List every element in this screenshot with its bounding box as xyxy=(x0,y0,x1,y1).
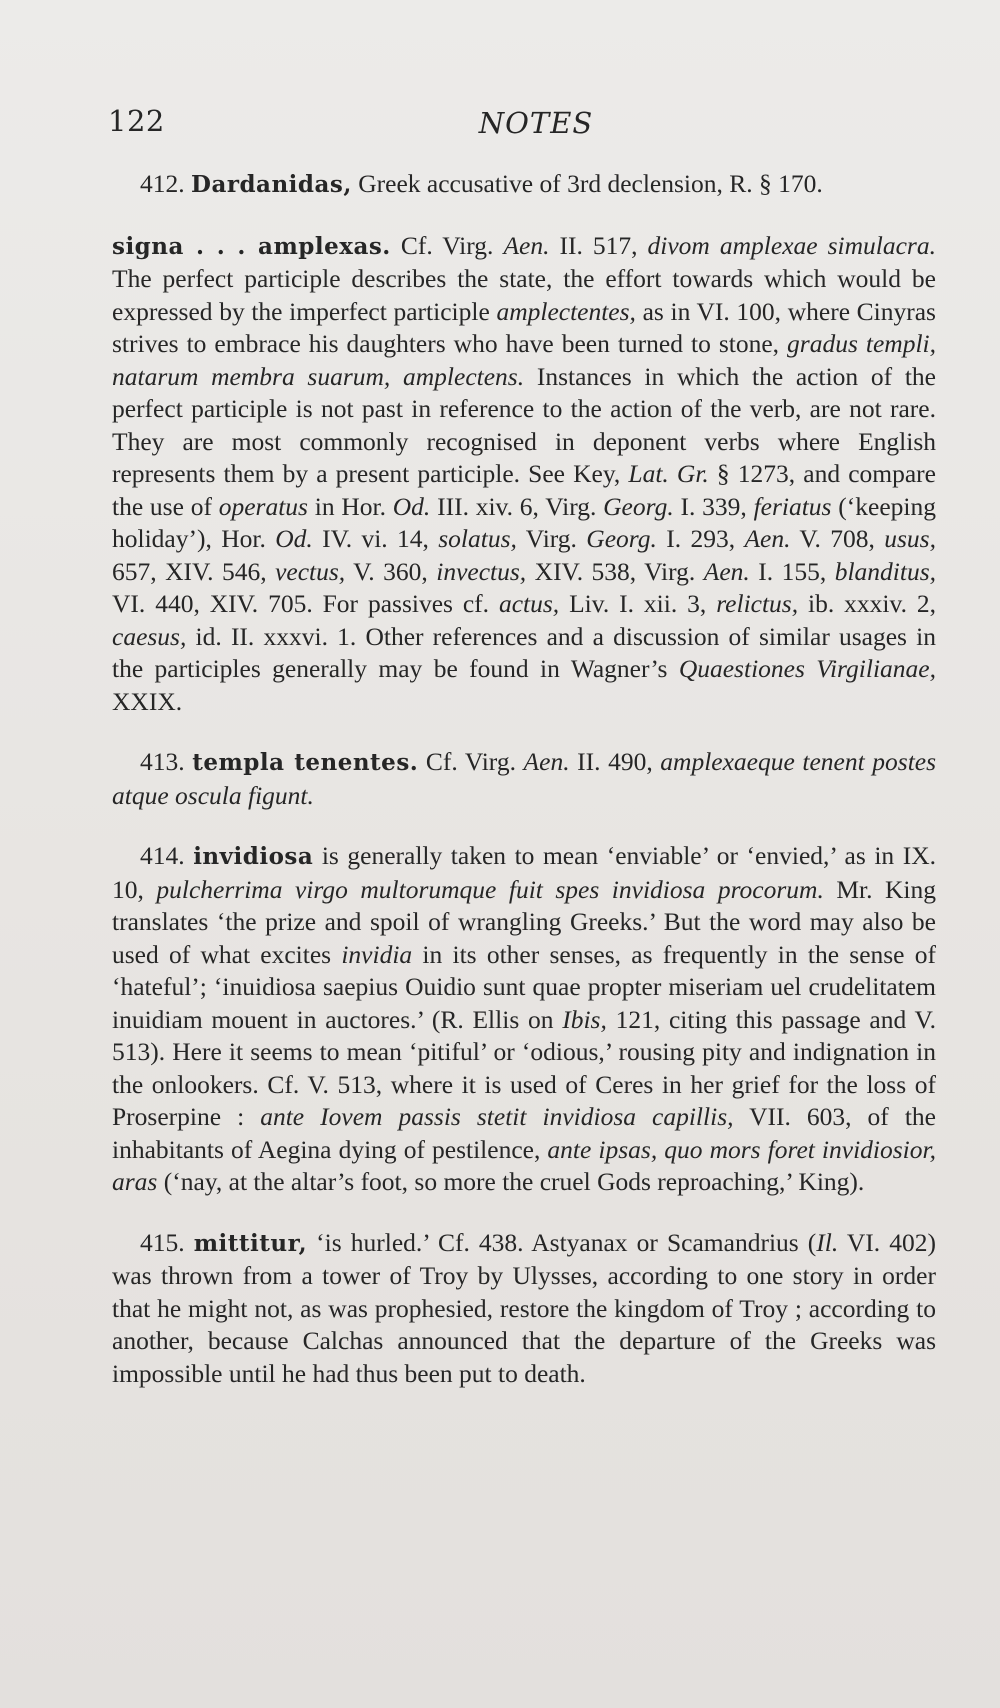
italic-citation: Ibis, xyxy=(562,1004,607,1034)
running-title: NOTES xyxy=(478,106,594,140)
italic-citation: invectus, xyxy=(436,556,527,586)
italic-citation: Georg. xyxy=(603,491,674,521)
note-text: The perfect participle describes the state, the effort towards which would be expressed by the imperfect participle xyxy=(112,264,936,326)
note-text: VI. 402) was thrown from a tower of Troy by Ulysses, according to one story in order that he might not, as was prophesied, restore the kingdom of Troy ; according to another, because Calchas announced that the departure of the Greeks was impossible until he had thus been put to death. xyxy=(112,1227,936,1388)
italic-citation: gradus templi, natarum membra suarum, amplectens. xyxy=(112,329,936,391)
note-text: Instances in which the action of the perfect participle is not past in reference to the action of the verb, are not rare. They are most commonly recognised in deponent verbs where English represents them by a present participle. See Key, xyxy=(112,361,936,488)
italic-citation: feriatus xyxy=(753,491,832,521)
note-text: Virg. xyxy=(516,524,587,553)
italic-citation: usus, xyxy=(884,524,936,553)
note-text: Greek accusative of 3rd declension, R. § 170. xyxy=(351,169,823,198)
note-text: II. 517, xyxy=(549,230,648,260)
note-text: in its other senses, as frequently in the sense of ‘hateful’; ‘inuidiosa saepius Ouidio sunt quae propter miseriam uel crudelitatem inuidiam mouent in auctores.’ (R. Ellis on xyxy=(112,939,936,1034)
lemma: invidiosa xyxy=(193,843,314,870)
italic-citation: amplectentes, xyxy=(496,296,636,326)
italic-citation: pulcherrima virgo multorumque fuit spes invidiosa procorum. xyxy=(156,874,824,904)
note-text: Cf. Virg. xyxy=(390,230,504,260)
lemma: Dardanidas, xyxy=(191,171,352,198)
italic-citation: solatus, xyxy=(438,524,517,553)
note-414-invidiosa xyxy=(112,840,936,1199)
italic-citation: Od. xyxy=(275,524,313,553)
italic-citation: divom amplexae simulacra. xyxy=(647,230,936,260)
note-412-signa-amplexas xyxy=(112,230,936,719)
note-text: 412. xyxy=(140,169,191,198)
italic-citation: relictus, xyxy=(716,589,799,618)
note-text: ib. xxxiv. 2, xyxy=(798,589,937,618)
note-text: V. 360, xyxy=(345,556,437,586)
italic-citation: Od. xyxy=(392,491,431,521)
note-412-dardanidas xyxy=(112,168,936,202)
italic-citation: Aen. xyxy=(744,524,791,553)
note-text: 413. xyxy=(140,747,193,776)
note-text: ‘is hurled.’ Cf. 438. Astyanax or Scamandrius ( xyxy=(307,1227,817,1257)
italic-citation: vectus, xyxy=(275,556,346,586)
note-text: in Hor. xyxy=(307,491,393,521)
note-text: 121, citing this passage and V. 513). Here it seems to mean ‘pitiful’ or ‘odious,’ rousing pity and indignation in the onlookers. Cf. V. 513, where it is used of Ceres in her grief for the loss of Proserpine : xyxy=(112,1004,937,1131)
note-text: Mr. King translates ‘the prize and spoil of wrangling Greeks.’ But the word may also be used of what excites xyxy=(112,874,936,969)
note-text: VI. 440, XIV. 705. For passives cf. xyxy=(112,589,499,618)
italic-citation: operatus xyxy=(218,491,308,521)
lemma: templa tenentes. xyxy=(192,749,419,776)
note-text: Cf. Virg. xyxy=(418,747,524,776)
note-text: IV. vi. 14, xyxy=(312,524,439,553)
italic-citation: Il. xyxy=(816,1227,839,1257)
note-text: Liv. I. xii. 3, xyxy=(559,589,717,618)
note-text: is generally taken to mean ‘enviable’ or ‘envied,’ as in IX. 10, xyxy=(112,841,937,904)
note-text: (‘keeping holiday’), Hor. xyxy=(112,491,936,553)
italic-citation: Quaestiones Virgilianae, xyxy=(678,654,936,683)
page-number: 122 xyxy=(108,104,165,138)
note-text: XXIX. xyxy=(112,686,183,716)
note-text: § 1273, and compare the use of xyxy=(112,459,936,521)
italic-citation: amplexaeque tenent postes atque oscula figunt. xyxy=(112,747,937,810)
note-text: V. 708, xyxy=(790,524,885,553)
italic-citation: caesus, xyxy=(112,621,187,651)
italic-citation: ante ipsas, quo mors foret invidiosior, aras xyxy=(112,1134,936,1196)
italic-citation: Georg. xyxy=(586,524,657,553)
italic-citation: blanditus, xyxy=(834,556,937,586)
italic-citation: Lat. Gr. xyxy=(628,459,709,488)
italic-citation: actus, xyxy=(498,589,560,618)
note-text: XIV. 538, Virg. xyxy=(526,556,704,586)
note-415-mittitur xyxy=(112,1227,936,1391)
note-text: I. 339, xyxy=(673,491,754,521)
note-text: III. xiv. 6, Virg. xyxy=(430,491,604,521)
note-413-templa-tenentes xyxy=(112,746,936,812)
lemma: mittitur, xyxy=(193,1229,308,1257)
note-text: (‘nay, at the altar’s foot, so more the cruel Gods reproaching,’ King). xyxy=(157,1167,865,1196)
note-text: 657, XIV. 546, xyxy=(112,556,276,586)
lemma: signa . . . amplexas. xyxy=(112,232,391,260)
note-text: 414. xyxy=(140,841,194,870)
note-text: I. 155, xyxy=(749,556,835,586)
note-text: I. 293, xyxy=(656,524,745,553)
note-text: as in VI. 100, where Cinyras strives to embrace his daughters who have been turned to stone, xyxy=(112,296,936,358)
italic-citation: invidia xyxy=(341,939,413,969)
italic-citation: Aen. xyxy=(503,230,550,260)
note-text: id. II. xxxvi. 1. Other references and a discussion of similar usages in the participles generally may be found in Wagner’s xyxy=(112,621,936,683)
note-text: II. 490, xyxy=(569,747,661,776)
italic-citation: ante Iovem passis stetit invidiosa capillis, xyxy=(260,1102,734,1131)
italic-citation: Aen. xyxy=(523,747,570,776)
note-text: VII. 603, of the inhabitants of Aegina dying of pestilence, xyxy=(112,1102,936,1164)
notes-body xyxy=(112,168,936,1418)
page-header xyxy=(108,104,924,144)
italic-citation: Aen. xyxy=(703,556,750,586)
note-text: 415. xyxy=(140,1227,194,1257)
